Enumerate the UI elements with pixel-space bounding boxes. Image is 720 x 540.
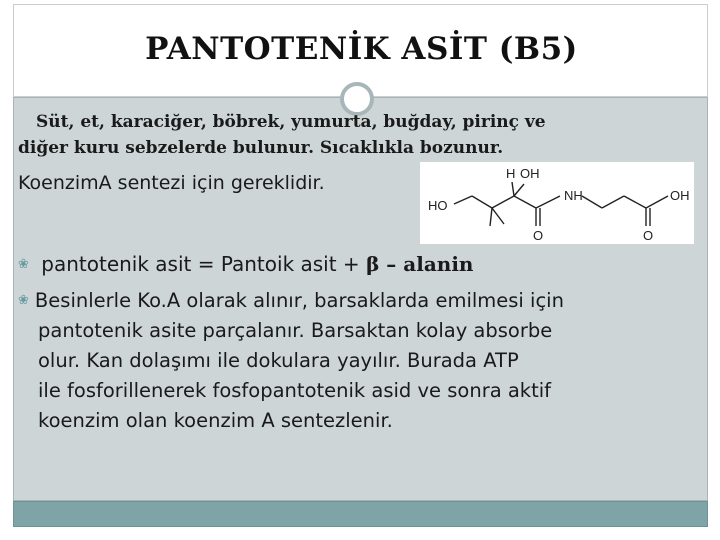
mol-label-ho: HO [428,198,448,213]
formula-text: pantotenik asit = Pantoik asit + [41,252,367,276]
paragraph-line-4: ile fosforillenerek fosfopantotenik asid ve sonra aktif [38,379,552,402]
footer-bar [13,501,708,527]
intro-line-1: Süt, et, karaciğer, böbrek, yumurta, buğday, pirinç ve [36,112,546,132]
paragraph-line-5: koenzim olan koenzim A sentezlenir. [38,409,393,432]
paragraph-line-1-text: Besinlerle Ko.A olarak alınır, barsaklarda emilmesi için [34,289,564,312]
paragraph-line-1 [18,286,698,316]
slide-title: PANTOTENİK ASİT (B5) [145,31,578,67]
bullet-icon: ❀ [18,257,29,272]
mol-label-o1: O [533,228,544,243]
mol-label-o2: O [643,228,654,243]
mol-label-oh-right: OH [670,188,690,203]
mol-label-nh: NH [564,188,583,203]
description-paragraph [18,286,698,436]
intro-text [18,108,698,162]
paragraph-line-2: pantotenik asite parçalanır. Barsaktan kolay absorbe [38,319,553,342]
bullet-item-formula [18,252,473,276]
intro-line-2: diğer kuru sebzelerde bulunur. Sıcaklıkla bozunur. [18,138,504,158]
pantothenic-acid-structure [420,162,694,244]
paragraph-line-3: olur. Kan dolaşımı ile dokulara yayılır. Burada ATP [38,349,519,372]
bullet-icon: ❀ [18,293,29,308]
koenzim-text: KoenzimA sentezi için gereklidir. [18,172,325,194]
mol-label-oh-top: OH [520,166,540,181]
beta-alanine-formula: β – alanin [366,252,474,276]
mol-label-h: H [506,166,516,181]
